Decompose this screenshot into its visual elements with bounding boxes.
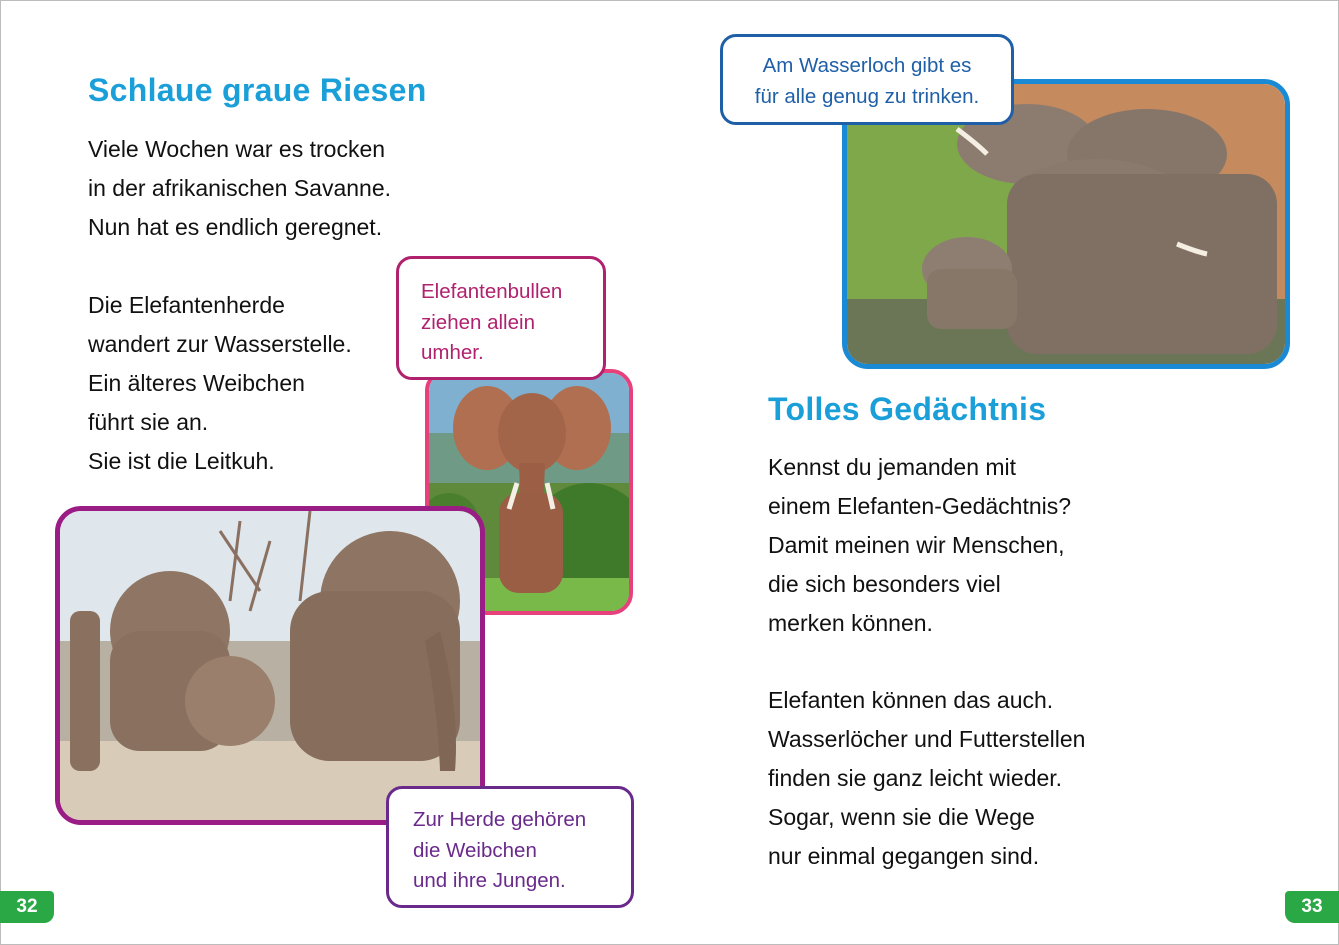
text-line: führt sie an. — [88, 409, 209, 435]
text-line: Kennst du jemanden mit — [768, 454, 1017, 480]
heading-right: Tolles Gedächtnis — [768, 391, 1047, 427]
paragraph-elephants — [768, 681, 1085, 876]
paragraph-herd — [88, 286, 352, 481]
heading-left: Schlaue graue Riesen — [88, 72, 427, 108]
caption-line: Zur Herde gehören — [413, 808, 587, 831]
text-line: Sie ist die Leitkuh. — [88, 448, 275, 474]
caption-line: ziehen allein — [421, 310, 535, 334]
caption-line: umher. — [421, 341, 484, 364]
elephant-herd-photo — [55, 506, 485, 825]
text-line: die sich besonders viel — [768, 571, 1001, 597]
caption-bubble-bull — [396, 256, 606, 380]
text-line: Wasserlöcher und Futterstellen — [768, 726, 1086, 752]
caption-bubble-waterhole — [720, 34, 1014, 125]
caption-line: und ihre Jungen. — [413, 869, 566, 892]
text-line: Die Elefantenherde — [88, 292, 285, 318]
text-line: in der afrikanischen Savanne. — [88, 175, 392, 201]
text-line: Ein älteres Weibchen — [88, 370, 305, 396]
caption-line: Am Wasserloch gibt es — [762, 54, 972, 77]
text-line: wandert zur Wasserstelle. — [88, 331, 352, 357]
caption-bubble-herd — [386, 786, 634, 908]
paragraph-intro — [88, 130, 391, 247]
text-line: nur einmal gegangen sind. — [768, 843, 1040, 869]
text-line: merken können. — [768, 610, 933, 636]
caption-line: die Weibchen — [413, 838, 537, 862]
page-number-right: 33 — [1285, 891, 1339, 923]
text-line: Elefanten können das auch. — [768, 687, 1054, 713]
text-line: Viele Wochen war es trocken — [88, 136, 386, 162]
text-line: einem Elefanten-Gedächtnis? — [768, 493, 1072, 519]
paragraph-memory — [768, 448, 1071, 643]
caption-line: für alle genug zu trinken. — [754, 84, 980, 108]
text-line: finden sie ganz leicht wieder. — [768, 765, 1063, 791]
text-line: Nun hat es endlich geregnet. — [88, 214, 383, 240]
text-line: Sogar, wenn sie die Wege — [768, 804, 1035, 830]
page-number-left: 32 — [0, 891, 54, 923]
caption-line: Elefantenbullen — [421, 280, 563, 303]
text-line: Damit meinen wir Menschen, — [768, 532, 1065, 558]
